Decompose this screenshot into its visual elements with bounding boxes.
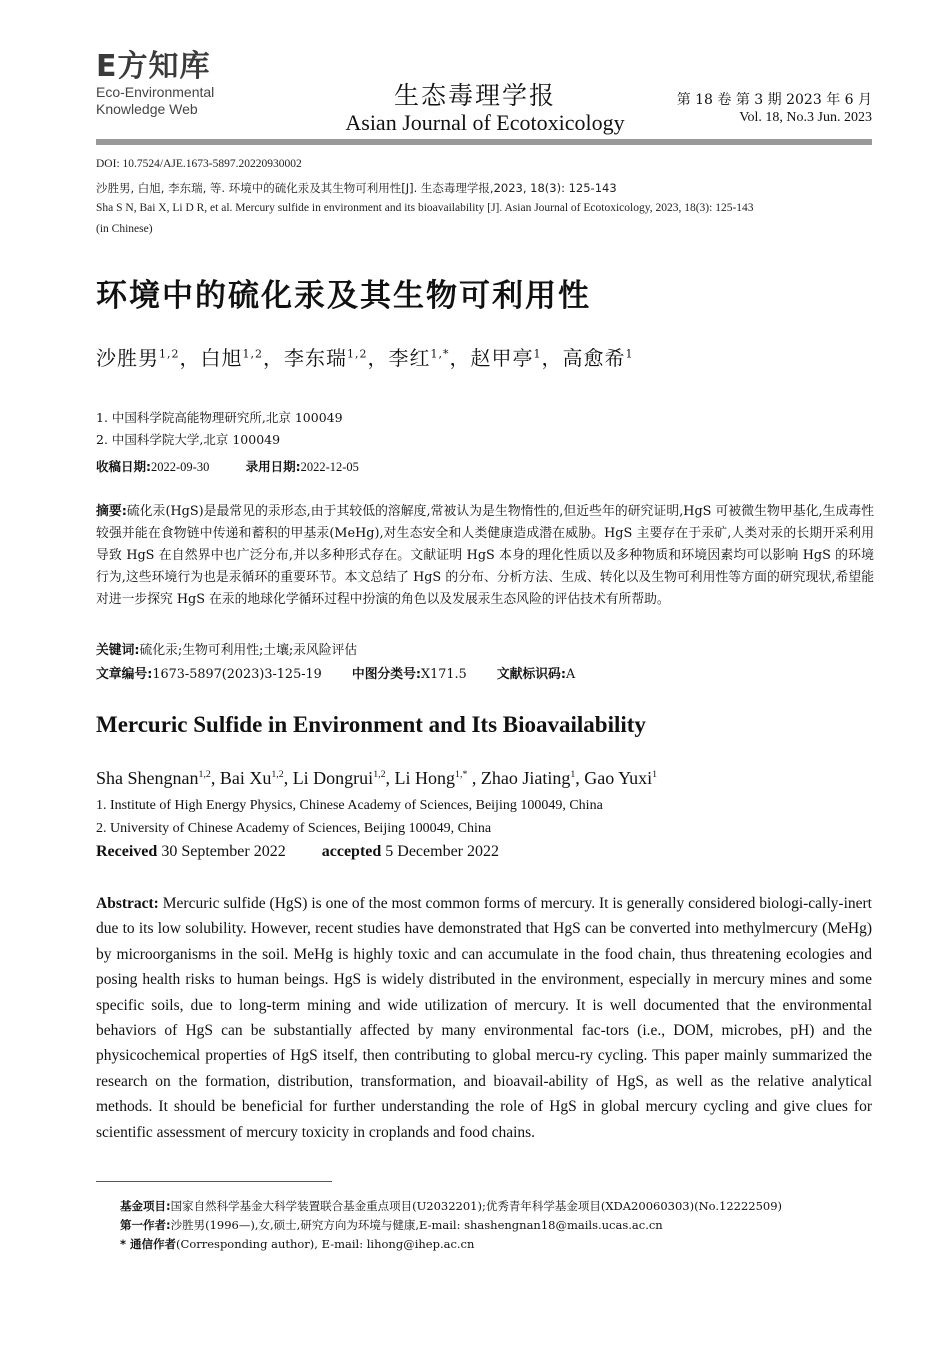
doc-code: A xyxy=(565,667,576,682)
author-separator: , xyxy=(283,768,293,788)
affiliation-cn-1: 1. 中国科学院高能物理研究所,北京 100049 xyxy=(96,410,343,425)
abstract-label-cn: 摘要: xyxy=(96,504,127,519)
header-rule xyxy=(96,139,872,145)
abstract-en xyxy=(96,891,872,1145)
article-no: 1673-5897(2023)3-125-19 xyxy=(152,667,322,682)
journal-logo xyxy=(96,50,236,136)
author-affiliation-marker: 1 xyxy=(652,769,658,780)
footnote-fund xyxy=(120,1198,782,1214)
author-affiliation-marker: 1,2 xyxy=(271,769,284,780)
author-name: Li Dongrui xyxy=(292,768,374,788)
author-name: 李东瑞 xyxy=(284,346,347,370)
citation-en-note: (in Chinese) xyxy=(96,223,153,235)
abstract-cn xyxy=(96,501,874,611)
author-affiliation-marker: 1,2 xyxy=(347,347,368,361)
abstract-label-en: Abstract: xyxy=(96,895,159,912)
affiliation-en-2: 2. University of Chinese Academy of Sciences, Beijing 100049, China xyxy=(96,821,492,836)
author-separator: , xyxy=(210,768,220,788)
dates-en xyxy=(96,843,499,861)
author-separator: ， xyxy=(179,346,201,370)
logo-text-line-1: Eco-Environmental xyxy=(96,84,215,100)
keywords-cn xyxy=(96,639,357,658)
received-date-cn: 2022-09-30 xyxy=(151,460,210,474)
citation-en: Sha S N, Bai X, Li D R, et al. Mercury sulfide in environment and its bioavailability [J]. Asian Journal of Ecotoxicology, 2023, 18(3): 125-143 xyxy=(96,202,754,214)
author-affiliation-marker: 1,2 xyxy=(159,347,180,361)
author-name: 李红 xyxy=(388,346,431,370)
abstract-text-cn: 硫化汞(HgS)是最常见的汞形态,由于其较低的溶解度,常被认为是生物惰性的,但近些年的研究证明,HgS 可被微生物甲基化,生成毒性较强并能在食物链中传递和蓄积的甲基汞(MeHg),对生态安全和人类健康造成潜在威胁。HgS 主要存在于汞矿,人类对汞的长期开采利用导致 HgS 在自然界中也广泛分布,并以多种形式存在。文献证明 HgS 本身的理化性质以及多种物质和环境因素均可以影响 HgS 的环境行为,这些环境行为也是汞循环的重要环节。本文总结了 HgS 的分布、分析方法、生成、转化以及生物可利用性等方面的研究现状,希望能对进一步探究 HgS 在汞的地球化学循环过程中扮演的角色以及发展汞生态风险的评估技术有所帮助。 xyxy=(96,504,874,607)
author-separator: ， xyxy=(449,346,471,370)
abstract-text-en: Mercuric sulfide (HgS) is one of the most common forms of mercury. It is generally considered biologi-cally-inert due to its low solubility. However, recent studies have demonstrated that HgS can be converted into methylmercury (MeHg) by microorganisms in the soil. MeHg is highly toxic and can accumulate in the food chain, thus threatening ecologies and posing health risks to human beings. HgS is widely distributed in the environment, especially in mercury mines and some specific soils, due to long-term mining and wide utilization of mercury. It is well documented that the environmental behaviors of HgS can be substantially affected by many environmental fac-tors (i.e., DOM, microbes, pH) and the physicochemical properties of HgS itself, then contributing to global mercu-ry cycling. This paper mainly summarized the research on the formation, distribution, transformation, and bioavail-ability of HgS, as well as the relative analytical methods. It should be beneficial for further understanding the role of HgS in global mercury cycling and give clues for scientific assessment of mercury toxicity in croplands and food chains. xyxy=(96,895,872,1141)
accepted-date-cn: 2022-12-05 xyxy=(300,460,359,474)
footnote-first-author xyxy=(120,1217,663,1233)
author-name: Zhao Jiating xyxy=(480,768,571,788)
corresponding-text: (Corresponding author), E-mail: lihong@ihep.ac.cn xyxy=(176,1237,475,1251)
issue-info-en: Vol. 18, No.3 Jun. 2023 xyxy=(739,110,872,125)
author-separator: ， xyxy=(263,346,284,370)
author-separator: , xyxy=(385,768,395,788)
author-affiliation-marker: 1,* xyxy=(430,347,450,361)
footnote-rule xyxy=(96,1181,332,1182)
received-label-en: Received xyxy=(96,843,158,860)
received-date-en: 30 September 2022 xyxy=(161,843,286,860)
logo-mark: E方知库 xyxy=(96,49,211,84)
doi[interactable]: DOI: 10.7524/AJE.1673-5897.20220930002 xyxy=(96,158,302,170)
author-name: Sha Shengnan xyxy=(96,768,199,788)
footnote-corresponding xyxy=(120,1236,474,1252)
clc-label: 中图分类号: xyxy=(351,667,422,682)
article-info-cn xyxy=(96,663,575,682)
author-name: 赵甲亭 xyxy=(470,346,534,370)
corresponding-label: * 通信作者 xyxy=(120,1237,177,1251)
author-name: Gao Yuxi xyxy=(584,768,653,788)
author-separator: , xyxy=(467,768,481,788)
clc-code: X171.5 xyxy=(421,667,467,682)
accepted-label-cn: 录用日期: xyxy=(245,459,301,474)
author-affiliation-marker: 1,* xyxy=(455,769,468,780)
journal-title-en: Asian Journal of Ecotoxicology xyxy=(345,110,625,135)
author-name: 沙胜男 xyxy=(96,346,159,370)
keywords-label-cn: 关键词: xyxy=(96,643,140,658)
author-list-en xyxy=(96,768,657,789)
accepted-label-en: accepted xyxy=(321,843,382,860)
paper-title-en: Mercuric Sulfide in Environment and Its Bioavailability xyxy=(96,712,646,737)
author-affiliation-marker: 1 xyxy=(625,347,634,361)
fund-text: 国家自然科学基金大科学装置联合基金重点项目(U2032201);优秀青年科学基金项目(XDA20060303)(No.12222509) xyxy=(170,1199,783,1213)
received-label-cn: 收稿日期: xyxy=(96,459,151,474)
author-affiliation-marker: 1,2 xyxy=(198,769,211,780)
author-list-cn xyxy=(96,342,634,371)
first-author-text: 沙胜男(1996—),女,硕士,研究方向为环境与健康,E-mail: shashengnan18@mails.ucas.ac.cn xyxy=(170,1218,663,1232)
accepted-date-en: 5 December 2022 xyxy=(385,843,499,860)
first-author-label: 第一作者: xyxy=(120,1218,171,1232)
fund-label: 基金项目: xyxy=(120,1199,171,1213)
journal-title-cn: 生态毒理学报 xyxy=(393,81,556,110)
logo-text-line-2: Knowledge Web xyxy=(96,101,198,117)
affiliation-en-1: 1. Institute of High Energy Physics, Chinese Academy of Sciences, Beijing 100049, China xyxy=(96,798,603,813)
citation-cn: 沙胜男, 白旭, 李东瑞, 等. 环境中的硫化汞及其生物可利用性[J]. 生态毒理学报,2023, 18(3): 125-143 xyxy=(96,181,617,195)
author-name: Li Hong xyxy=(394,768,456,788)
issue-info-cn: 第 18 卷 第 3 期 2023 年 6 月 xyxy=(676,92,872,108)
keywords-text-cn: 硫化汞;生物可利用性;土壤;汞风险评估 xyxy=(139,643,358,658)
paper-title-cn: 环境中的硫化汞及其生物可利用性 xyxy=(96,278,591,314)
dates-cn xyxy=(96,457,359,475)
doc-code-label: 文献标识码: xyxy=(496,667,566,682)
author-separator: ， xyxy=(541,346,563,370)
author-name: 白旭 xyxy=(200,346,243,370)
article-no-label: 文章编号: xyxy=(96,667,153,682)
author-affiliation-marker: 1,2 xyxy=(373,769,386,780)
author-name: 高愈希 xyxy=(562,346,626,370)
author-separator: ， xyxy=(367,346,389,370)
author-affiliation-marker: 1 xyxy=(570,769,576,780)
author-separator: , xyxy=(575,768,585,788)
author-affiliation-marker: 1,2 xyxy=(242,347,263,361)
affiliation-cn-2: 2. 中国科学院大学,北京 100049 xyxy=(96,432,281,447)
author-affiliation-marker: 1 xyxy=(533,347,542,361)
author-name: Bai Xu xyxy=(219,768,272,788)
